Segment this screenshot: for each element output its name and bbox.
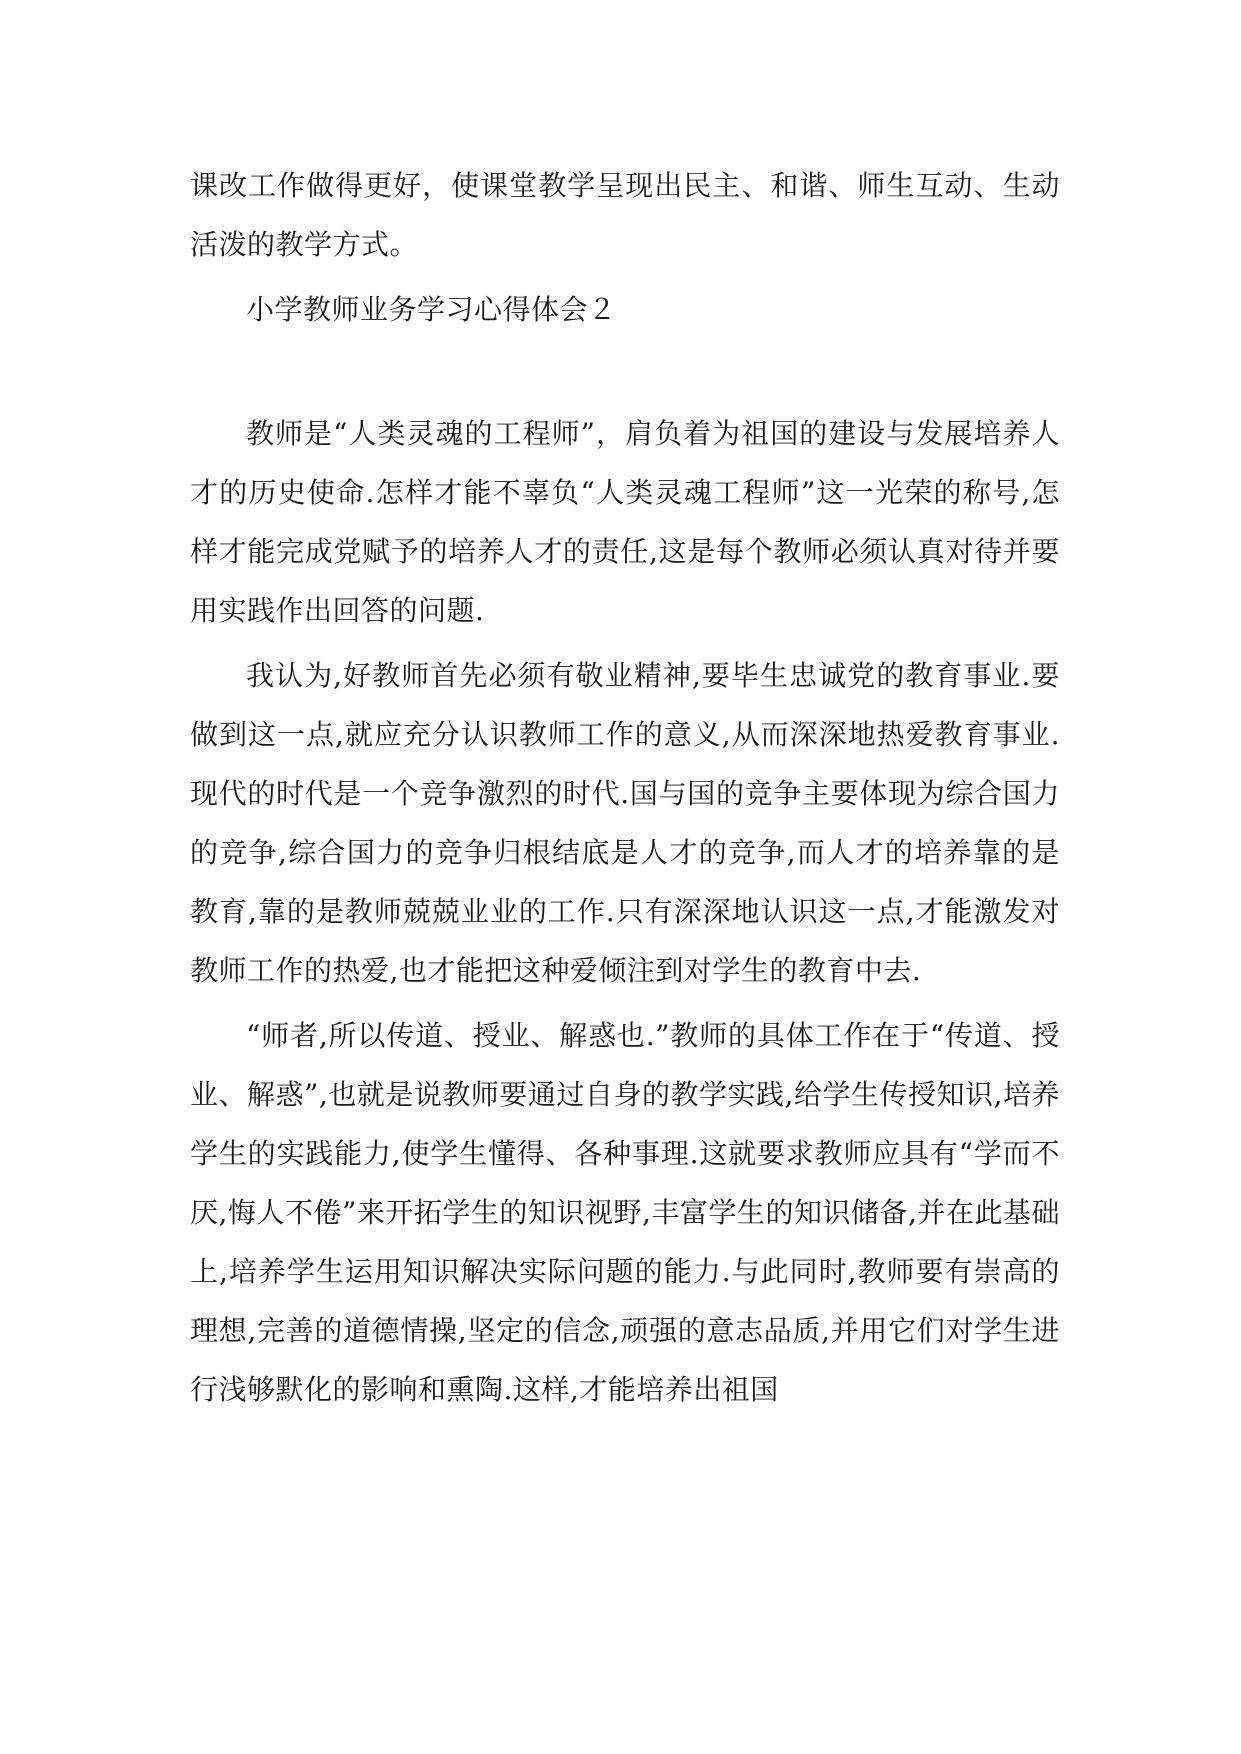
document-body (190, 156, 1060, 1419)
paragraph-continued: 课改工作做得更好，使课堂教学呈现出民主、和谐、师生互动、生动活泼的教学方式。 (190, 169, 1060, 261)
paragraph-teacher-role: 教师是“人类灵魂的工程师”，肩负着为祖国的建设与发展培养人才的历史使命.怎样才能不辜负“人类灵魂工程师”这一光荣的称号,怎样才能完成党赋予的培养人才的责任,这是每个教师必须认真对待并要用实践作出回答的问题. (190, 417, 1060, 627)
paragraph-dedication: 我认为,好教师首先必须有敬业精神,要毕生忠诚党的教育事业.要做到这一点,就应充分认识教师工作的意义,从而深深地热爱教育事业.现代的时代是一个竞争激烈的时代.国与国的竞争主要体现为综合国力的竞争,综合国力的竞争归根结底是人才的竞争,而人才的培养靠的是教育,靠的是教师兢兢业业的工作.只有深深地认识这一点,才能激发对教师工作的热爱,也才能把这种爱倾注到对学生的教育中去. (190, 659, 1060, 987)
paragraph-teaching-duty: “师者,所以传道、授业、解惑也.”教师的具体工作在于“传道、授业、解惑”,也就是说教师要通过自身的教学实践,给学生传授知识,培养学生的实践能力,使学生懂得、各种事理.这就要求教师应具有“学而不厌,悔人不倦”来开拓学生的知识视野,丰富学生的知识储备,并在此基础上,培养学生运用知识解决实际问题的能力.与此同时,教师要有崇高的理想,完善的道德情操,坚定的信念,顽强的意志品质,并用它们对学生进行浅够默化的影响和熏陶.这样,才能培养出祖国 (190, 1019, 1060, 1406)
section-heading: 小学教师业务学习心得体会２ (246, 293, 617, 326)
